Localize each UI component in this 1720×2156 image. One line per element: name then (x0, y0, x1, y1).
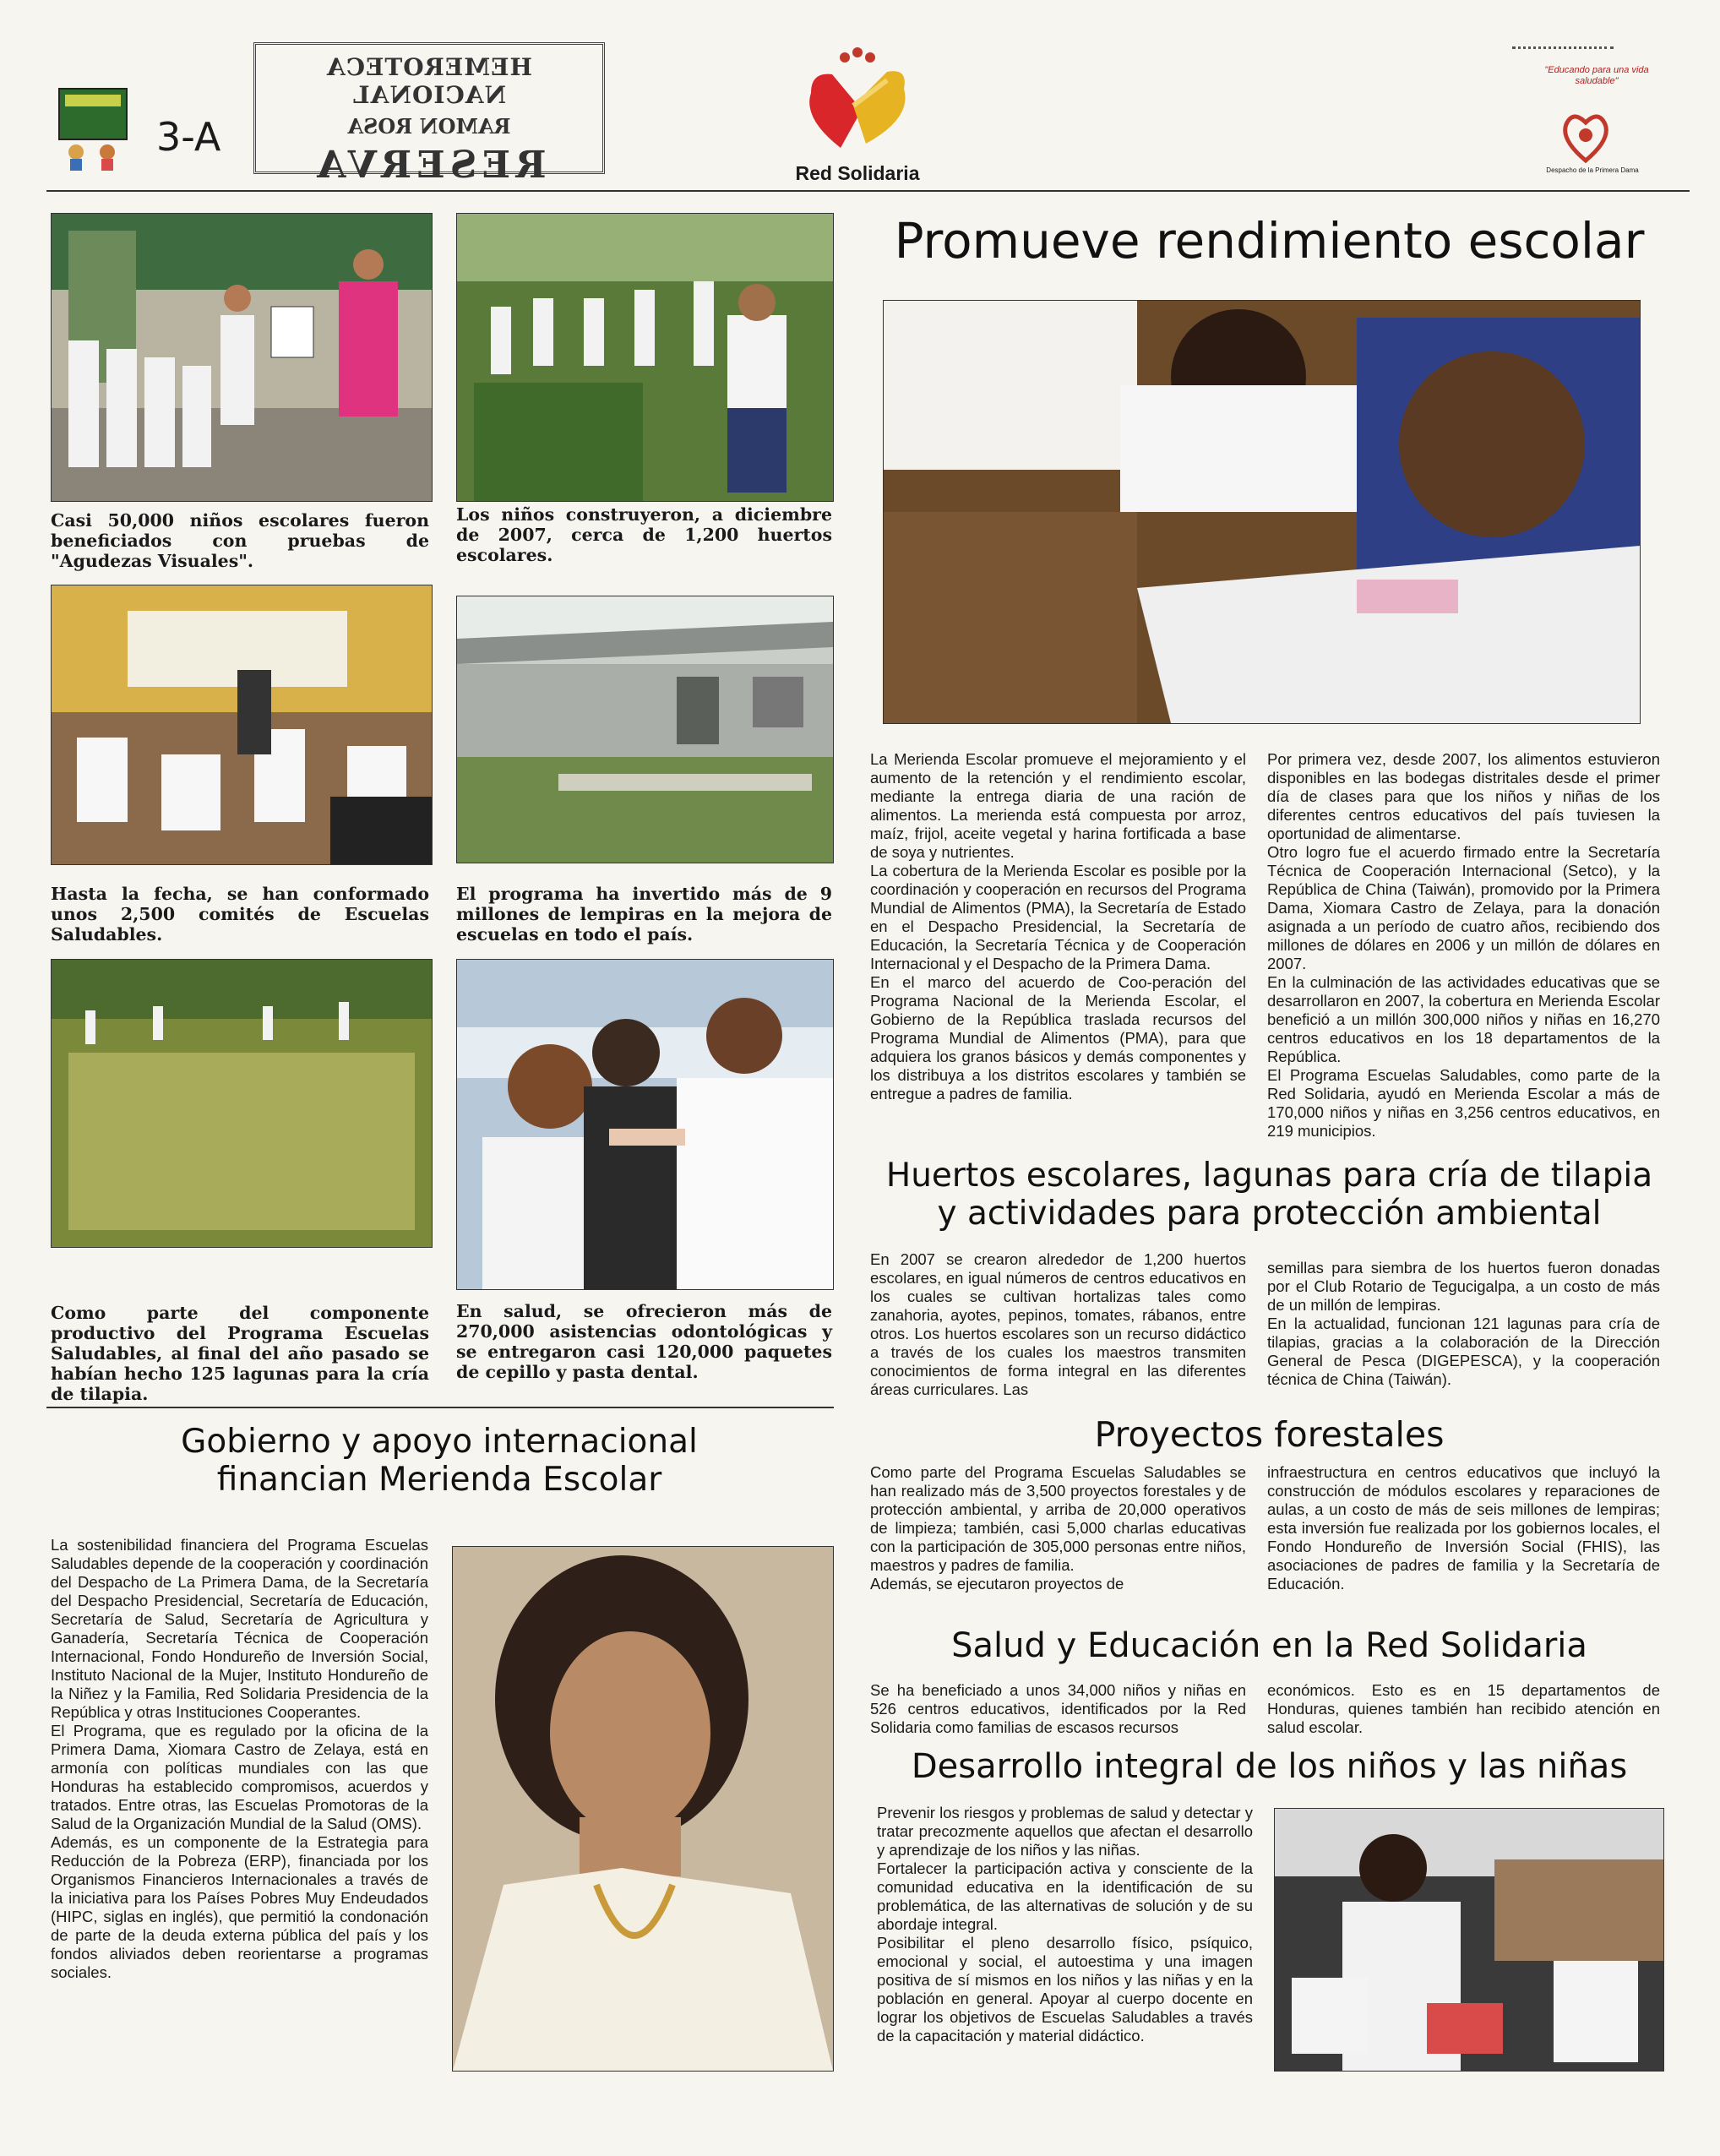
paragraph: infraestructura en centros educativos que incluyó la construcción de módulos escolares y reparaciones de aulas, a un costo de más de seis millones de lempiras; esta inversión fue realizada por los gobiernos locales, el Fondo Hondureño de Inversión Social (FHIS), las asociaciones de padres de familia y la Secretaría de Educación. (1267, 1463, 1660, 1592)
gobierno-title-line1: Gobierno y apoyo internacional (181, 1423, 698, 1461)
caption-dental: En salud, se ofrecieron más de 270,000 asistencias odontológicas y se entregaron casi 120,000 paquetes de cepillo y pasta dental. (456, 1301, 832, 1382)
caption-vision: Casi 50,000 niños escolares fueron beneficiados con pruebas de "Agudezas Visuales". (51, 510, 429, 571)
photo-students-writing (883, 300, 1641, 724)
paragraph: Además, es un componente de la Estrategia para Reducción de la Pobreza (ERP), financiada por los Organismos Financieros Internacionales a través de la iniciativa para los Países Pobres Muy Endeudados (HIPC, siglas en inglés), que permitió la condonación de parte de la deuda externa pública del país y los fondos aliviados deben reorientarse a programas sociales. (51, 1833, 428, 1981)
photo-tilapia-pond (51, 959, 433, 1248)
paragraph: La Merienda Escolar promueve el mejoramiento y el aumento de la retención y el rendimiento escolar, mediante la entrega diaria de una ración de alimentos. La merienda está compuesta por arroz, maíz, frijol, aceite vegetal y harina fortificada a base de soya y nutrientes. (870, 750, 1246, 861)
forestales-col1 (870, 1463, 1246, 1593)
paragraph: Otro logro fue el acuerdo firmado entre la Secretaría Técnica de Cooperación Internacional (Setco), y la República de China (Taiwán), promovido por la Primera Dama, Xiomara Castro de Zelaya, para la donación asignada a un período de cuatro años, recibiendo dos millones de dólares en 2006 y un millón de dólares en 2007. (1267, 843, 1660, 972)
paragraph: El Programa, que es regulado por la oficina de la Primera Dama, Xiomara Castro de Zelaya, está en armonía con políticas mundiales con las que Honduras ha establecido compromisos, acuerdos y tratados. Entre otras, las Escuelas Promotoras de la Salud de la Organización Mundial de la Salud (OMS). (51, 1722, 428, 1832)
paragraph: El Programa Escuelas Saludables, como parte de la Red Solidaria, ayudó en Merienda Escolar a más de 170,000 niños y niñas en 3,256 centros educativos, en 219 municipios. (1267, 1066, 1660, 1140)
right-logo-tagline: "Educando para una vida saludable" (1544, 65, 1649, 86)
caption-committees: Hasta la fecha, se han conformado unos 2,500 comités de Escuelas Saludables. (51, 884, 429, 945)
paragraph: Se ha beneficiado a unos 34,000 niños y niñas en 526 centros educativos, identificados por la Red Solidaria como familias de escasos recursos (870, 1681, 1246, 1736)
paragraph: Además, se ejecutaron proyectos de (870, 1575, 1124, 1592)
desarrollo-col1 (877, 1804, 1253, 2045)
photo-school-building (456, 596, 834, 863)
logo-text: Red Solidaria (795, 162, 920, 184)
caption-gardens: Los niños construyeron, a diciembre de 2007, cerca de 1,200 huertos escolares. (456, 504, 832, 565)
huertos-title-line2: y actividades para protección ambiental (937, 1194, 1602, 1233)
paragraph: La cobertura de la Merienda Escolar es posible por la coordinación y cooperación en recursos del Programa Mundial de Alimentos (PMA), la Secretaría de Estado en el Despacho Presidencial, la Secretaría de Educación, la Secretaría Técnica y de Cooperación Internacional y el Despacho de la Primera Dama. (870, 862, 1246, 972)
header-rule (46, 190, 1690, 192)
stamp-line2: RAMON ROSA (347, 114, 511, 139)
paragraph: En la actualidad, funcionan 121 lagunas para cría de tilapias, gracias a la colaboración de la Dirección General de Pesca (DIGEPESCA), y la cooperación técnica de China (Taiwán). (1267, 1315, 1660, 1388)
stamp-line3: RESERVA (312, 144, 547, 187)
stamp-line1: HEMEROTECA NACIONAL (326, 53, 532, 109)
gobierno-title-line2: financian Merienda Escolar (216, 1460, 662, 1499)
photo-students-class (1274, 1808, 1664, 2072)
huertos-headline (853, 1157, 1685, 1233)
paragraph: Por primera vez, desde 2007, los alimentos estuvieron disponibles en las bodegas distritales desde el primer día de clases para que los niños y niñas de los diferentes centros educativos del país tuviesen la oportunidad de alimentarse. (1267, 750, 1660, 842)
gobierno-headline (59, 1424, 819, 1500)
paragraph: Fortalecer la participación activa y consciente de la comunidad educativa en la identificación de su problemática, de las alternativas de solución y de su abordaje integral. (877, 1859, 1253, 1933)
header-logo-left (55, 84, 131, 173)
paragraph: En el marco del acuerdo de Coo-peración del Programa Nacional de la Merienda Escolar, el Gobierno de la República traslada recursos del Programa Mundial de Alimentos (PMA), para que adquiera los granos básicos y demás componentes y los distribuya a los distritos escolares y también se entregue a padres de familia. (870, 973, 1246, 1102)
main-col2 (1267, 750, 1660, 1141)
gobierno-col1 (51, 1536, 428, 1982)
desarrollo-headline: Desarrollo integral de los niños y las niñas (911, 1747, 1628, 1786)
photo-school-gardens (456, 213, 834, 502)
salud-col2 (1267, 1681, 1660, 1737)
main-col1 (870, 750, 1246, 1103)
caption-investment: El programa ha invertido más de 9 millones de lempiras en la mejora de escuelas en todo el país. (456, 884, 832, 945)
caption-tilapia: Como parte del componente productivo del Programa Escuelas Saludables, al final del año pasado se habían hecho 125 lagunas para la cría de tilapia. (51, 1303, 429, 1404)
huertos-col1 (870, 1250, 1246, 1399)
paragraph: En 2007 se crearon alrededor de 1,200 huertos escolares, en igual números de centros educativos en los cuales se cultivan hortalizas tales como zanahoria, ayotes, pepinos, tomates, rábanos, entre otros. Los huertos escolares son un recurso didáctico a través de los cuales los maestros transmiten conocimientos de forma integral en las diferentes áreas curriculares. Las (870, 1250, 1246, 1398)
photo-first-lady (452, 1546, 834, 2072)
photo-vision-test (51, 213, 433, 502)
salud-headline: Salud y Educación en la Red Solidaria (951, 1626, 1587, 1665)
paragraph: semillas para siembra de los huertos fueron donadas por el Club Rotario de Tegucigalpa, a un costo de más de un millón de lempiras. (1267, 1259, 1660, 1314)
paragraph: económicos. Esto es en 15 departamentos de Honduras, quienes también han recibido atención en salud escolar. (1267, 1681, 1660, 1736)
photo-dental-care (456, 959, 834, 1290)
paragraph: La sostenibilidad financiera del Programa Escuelas Saludables depende de la cooperación y coordinación del Despacho de La Primera Dama, de la Secretaría del Despacho Presidencial, Secretaría de Educación, Secretaría de Salud, Secretaría de Agricultura y Ganadería, Secretaría Técnica de Cooperación Internacional, Fondo Hondureño de Inversión Social, Instituto Nacional de la Mujer, Instituto Hondureño de la Niñez y la Familia, Red Solidaria Presidencia de la República y otras Instituciones Cooperantes. (51, 1536, 428, 1721)
red-solidaria-logo (794, 42, 921, 190)
right-logo-small: Despacho de la Primera Dama (1546, 166, 1639, 174)
paragraph: En la culminación de las actividades educativas que se desarrollaron en 2007, la cobertura en Merienda Escolar benefició a un millón 300,000 niños y niñas en 16,270 centros educativos en los 18 departamentos de la República. (1267, 973, 1660, 1065)
paragraph: Posibilitar el pleno desarrollo físico, psíquico, emocional y social, el autoestima y una imagen positiva de sí mismos en los niños y las niñas y en la población en general. Apoyar al cuerpo docente en lograr los objetivos de Escuelas Saludables a través de la capacitación y material didáctico. (877, 1934, 1253, 2044)
forestales-headline: Proyectos forestales (1094, 1414, 1445, 1455)
library-stamp (253, 42, 605, 187)
page-number: 3-A (156, 114, 221, 160)
salud-col1 (870, 1681, 1246, 1737)
huertos-title-line1: Huertos escolares, lagunas para cría de tilapia (885, 1157, 1653, 1195)
forestales-col2 (1267, 1463, 1660, 1593)
huertos-col2 (1267, 1259, 1660, 1389)
left-section-rule (46, 1407, 834, 1408)
paragraph: Prevenir los riesgos y problemas de salud y detectar y tratar precozmente aquellos que afectan el desarrollo y aprendizaje de los niños y las niñas. (877, 1804, 1253, 1859)
paragraph: Como parte del Programa Escuelas Saludables se han realizado más de 3,500 proyectos forestales y de protección ambiental, y arriba de 20,000 operativos de limpieza; también, casi 5,000 charlas educativas con la participación de 305,000 personas entre niños, maestros y padres de familia. (870, 1463, 1246, 1574)
right-logo (1478, 46, 1698, 194)
main-headline: Promueve rendimiento escolar (894, 212, 1645, 270)
photo-classroom (51, 585, 433, 865)
